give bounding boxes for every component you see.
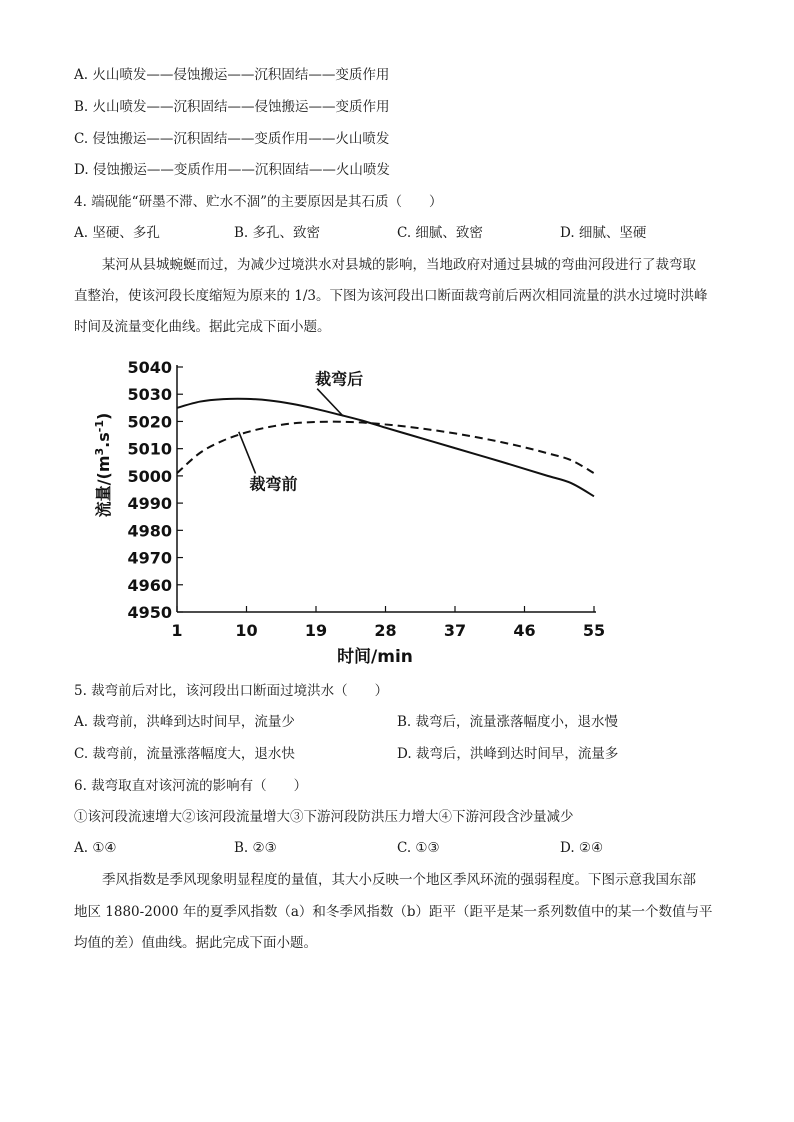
q6-option-a: A. ①④ xyxy=(74,840,117,856)
passage2-line2: 地区 1880-2000 年的夏季风指数（a）和冬季风指数（b）距平（距平是某一系列数值中的某一个数值与平 xyxy=(74,904,713,920)
y-tick-label: 4950 xyxy=(127,603,172,622)
q5-options-row2 xyxy=(74,745,724,763)
y-tick-label: 4970 xyxy=(127,548,172,568)
q4-option-a: A. 坚硬、多孔 xyxy=(74,225,160,241)
x-tick-label: 1 xyxy=(171,621,183,640)
annotation-leader-line xyxy=(239,432,256,474)
q5-option-b: B. 裁弯后，流量涨落幅度小，退水慢 xyxy=(397,714,619,730)
q5-option-a: A. 裁弯前，洪峰到达时间早，流量少 xyxy=(74,714,295,730)
q3-option-d: D. 侵蚀搬运——变质作用——沉积固结——火山喷发 xyxy=(74,162,390,178)
q6-option-d: D. ②④ xyxy=(560,840,604,856)
x-tick-label: 37 xyxy=(443,621,467,640)
passage1-line1: 某河从县城蜿蜒而过，为减少过境洪水对县城的影响，当地政府对通过县城的弯曲河段进行了裁弯取 xyxy=(102,257,696,273)
y-tick-label: 5010 xyxy=(127,439,172,459)
annotation-label: 裁弯前 xyxy=(249,474,298,494)
series-line-after xyxy=(177,399,594,497)
y-axis-ticks xyxy=(127,358,183,622)
passage2-line1: 季风指数是季风现象明显程度的量值，其大小反映一个地区季风环流的强弱程度。下图示意我国东部 xyxy=(102,872,696,888)
x-tick-label: 55 xyxy=(582,621,606,640)
x-axis-label: 时间/min xyxy=(337,647,413,667)
series-line-before xyxy=(177,422,594,473)
q3-option-b: B. 火山喷发——沉积固结——侵蚀搬运——变质作用 xyxy=(74,99,390,115)
q6-option-b: B. ②③ xyxy=(234,840,277,856)
y-tick-label: 4980 xyxy=(127,521,172,541)
y-axis-label: 流量$/(m^3.s^{-1})$ xyxy=(93,412,113,518)
passage1-line2: 直整治，使该河段长度缩短为原来的 1/3。下图为该河段出口断面裁弯前后两次相同流量的洪水过境时洪峰 xyxy=(74,288,708,304)
y-tick-label: 5000 xyxy=(127,466,172,486)
passage1-line3: 时间及流量变化曲线。据此完成下面小题。 xyxy=(74,319,331,335)
chart-series xyxy=(177,399,594,497)
q5-option-c: C. 裁弯前，流量涨落幅度大，退水快 xyxy=(74,746,295,762)
q4-option-c: C. 细腻、致密 xyxy=(397,225,483,241)
chart-axes xyxy=(177,365,596,612)
q6-statements: ①该河段流速增大②该河段流量增大③下游河段防洪压力增大④下游河段含沙量减少 xyxy=(74,809,574,825)
q4-question: 4. 端砚能“研墨不滞、贮水不涸”的主要原因是其石质（ ） xyxy=(74,194,443,210)
y-tick-label: 4990 xyxy=(127,494,172,514)
q5-question: 5. 裁弯前后对比，该河段出口断面过境洪水（ ） xyxy=(74,683,389,699)
q6-option-c: C. ①③ xyxy=(397,840,440,856)
x-tick-label: 19 xyxy=(304,621,328,640)
q3-option-a: A. 火山喷发——侵蚀搬运——沉积固结——变质作用 xyxy=(74,67,390,83)
x-tick-label: 46 xyxy=(513,621,536,640)
q6-options xyxy=(74,839,724,857)
y-tick-label: 5020 xyxy=(127,412,172,432)
x-axis-ticks xyxy=(171,606,605,640)
passage2-line3: 均值的差）值曲线。据此完成下面小题。 xyxy=(74,935,317,951)
y-tick-label: 5030 xyxy=(127,385,172,405)
chart-annotations xyxy=(239,370,363,494)
annotation-label: 裁弯后 xyxy=(315,369,364,389)
q5-options-row1 xyxy=(74,713,724,731)
q6-question: 6. 裁弯取直对该河流的影响有（ ） xyxy=(74,778,308,794)
x-tick-label: 10 xyxy=(235,621,258,640)
q4-option-b: B. 多孔、致密 xyxy=(234,225,321,241)
q5-option-d: D. 裁弯后，洪峰到达时间早，流量多 xyxy=(397,746,619,762)
y-tick-label: 4960 xyxy=(127,575,172,595)
q3-option-c: C. 侵蚀搬运——沉积固结——变质作用——火山喷发 xyxy=(74,131,390,147)
x-tick-label: 28 xyxy=(374,621,397,640)
y-tick-label: 5040 xyxy=(127,358,172,377)
q4-option-d: D. 细腻、坚硬 xyxy=(560,225,647,241)
